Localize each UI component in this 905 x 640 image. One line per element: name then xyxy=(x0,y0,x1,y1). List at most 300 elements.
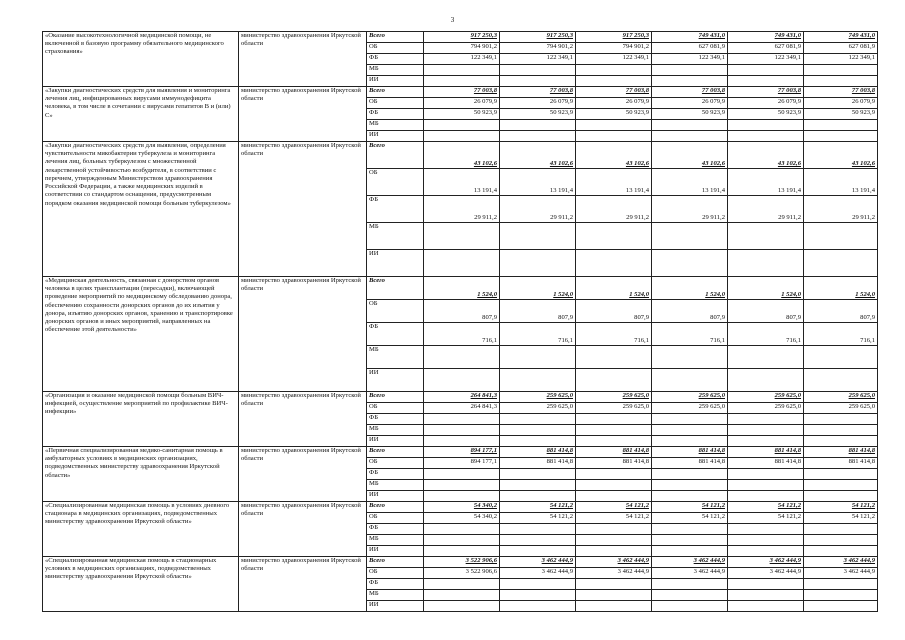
value-cell: 917 250,3 xyxy=(500,32,576,43)
value-cell: 1 524,0 xyxy=(576,277,652,300)
value-cell xyxy=(652,436,728,447)
value-cell: 3 462 444,9 xyxy=(728,568,804,579)
value-cell: 1 524,0 xyxy=(424,277,500,300)
value-cell xyxy=(576,601,652,612)
value-cell: 807,9 xyxy=(576,300,652,323)
value-cell: 54 121,2 xyxy=(652,502,728,513)
value-cell: 29 911,2 xyxy=(804,196,878,223)
value-cell: 77 003,8 xyxy=(652,87,728,98)
value-cell: 26 079,9 xyxy=(576,98,652,109)
value-cell: 43 102,6 xyxy=(576,142,652,169)
value-cell xyxy=(728,65,804,76)
value-cell xyxy=(500,76,576,87)
value-cell xyxy=(652,535,728,546)
value-cell: 807,9 xyxy=(728,300,804,323)
value-cell: 259 625,0 xyxy=(804,392,878,403)
value-cell: 259 625,0 xyxy=(500,392,576,403)
value-cell: 13 191,4 xyxy=(652,169,728,196)
value-cell xyxy=(728,491,804,502)
value-cell: 54 340,2 xyxy=(424,502,500,513)
value-cell xyxy=(804,346,878,369)
funding-source-cell: ИИ xyxy=(367,601,424,612)
executor-cell: министерство здравоохранения Иркутской области xyxy=(239,277,367,392)
value-cell: 3 522 906,6 xyxy=(424,557,500,568)
value-cell xyxy=(804,590,878,601)
funding-source-cell: ФБ xyxy=(367,579,424,590)
value-cell xyxy=(804,369,878,392)
value-cell: 50 923,9 xyxy=(728,109,804,120)
value-cell xyxy=(576,524,652,535)
value-cell xyxy=(804,524,878,535)
value-cell xyxy=(576,369,652,392)
value-cell xyxy=(576,65,652,76)
funding-source-cell: ИИ xyxy=(367,546,424,557)
funding-source-cell: МБ xyxy=(367,120,424,131)
value-cell: 807,9 xyxy=(500,300,576,323)
value-cell xyxy=(500,546,576,557)
value-cell: 627 081,9 xyxy=(728,43,804,54)
value-cell xyxy=(728,346,804,369)
value-cell xyxy=(424,535,500,546)
funding-source-cell: ИИ xyxy=(367,250,424,277)
value-cell: 29 911,2 xyxy=(424,196,500,223)
value-cell xyxy=(424,76,500,87)
table-body xyxy=(43,32,878,612)
value-cell: 1 524,0 xyxy=(728,277,804,300)
value-cell xyxy=(500,369,576,392)
funding-source-cell: МБ xyxy=(367,480,424,491)
executor-cell: министерство здравоохранения Иркутской области xyxy=(239,557,367,612)
value-cell: 77 003,8 xyxy=(424,87,500,98)
value-cell: 50 923,9 xyxy=(576,109,652,120)
value-cell: 749 431,0 xyxy=(728,32,804,43)
value-cell xyxy=(804,535,878,546)
funding-source-cell: ОБ xyxy=(367,513,424,524)
value-cell xyxy=(728,590,804,601)
value-cell: 54 121,2 xyxy=(500,513,576,524)
value-cell xyxy=(576,346,652,369)
value-cell xyxy=(804,120,878,131)
value-cell: 917 250,3 xyxy=(424,32,500,43)
value-cell: 3 462 444,9 xyxy=(500,557,576,568)
value-cell: 77 003,8 xyxy=(576,87,652,98)
value-cell xyxy=(652,579,728,590)
value-cell: 894 177,1 xyxy=(424,447,500,458)
value-cell xyxy=(500,414,576,425)
value-cell: 627 081,9 xyxy=(804,43,878,54)
value-cell xyxy=(500,346,576,369)
value-cell: 3 462 444,9 xyxy=(652,557,728,568)
value-cell: 807,9 xyxy=(424,300,500,323)
value-cell: 716,1 xyxy=(424,323,500,346)
value-cell xyxy=(728,425,804,436)
event-name-cell: «Закупки диагностических средств для выявления, определения чувствительности микобактерии туберкулеза и мониторинга лечения лиц, больных туберкулезом с множественной лекарственной устойчивостью возбудителя, в соответствии с перечнем, утвержденным Министерством здравоохранения Российской Федерации, а также медицинских изделий в соответствии со стандартом оснащения, предусмотренным порядком оказания медицинской помощи больным туберкулезом» xyxy=(43,142,239,277)
value-cell: 122 349,1 xyxy=(728,54,804,65)
value-cell: 3 462 444,9 xyxy=(804,568,878,579)
value-cell: 43 102,6 xyxy=(500,142,576,169)
value-cell xyxy=(500,524,576,535)
value-cell: 259 625,0 xyxy=(804,403,878,414)
value-cell xyxy=(728,579,804,590)
value-cell xyxy=(424,590,500,601)
value-cell xyxy=(500,535,576,546)
value-cell: 3 462 444,9 xyxy=(576,557,652,568)
funding-source-cell: ОБ xyxy=(367,568,424,579)
funding-source-cell: ФБ xyxy=(367,54,424,65)
value-cell xyxy=(652,425,728,436)
value-cell xyxy=(500,491,576,502)
funding-source-cell: МБ xyxy=(367,346,424,369)
value-cell: 716,1 xyxy=(804,323,878,346)
event-name-cell: «Специализированная медицинская помощь в условиях дневного стационара в медицинских организациях, подведомственных министерству здравоохранения Иркутской области» xyxy=(43,502,239,557)
value-cell xyxy=(804,223,878,250)
value-cell xyxy=(728,546,804,557)
value-cell xyxy=(500,469,576,480)
value-cell xyxy=(500,590,576,601)
value-cell: 29 911,2 xyxy=(500,196,576,223)
value-cell xyxy=(576,76,652,87)
executor-cell: министерство здравоохранения Иркутской области xyxy=(239,392,367,447)
value-cell: 259 625,0 xyxy=(500,403,576,414)
value-cell: 716,1 xyxy=(652,323,728,346)
value-cell: 259 625,0 xyxy=(652,403,728,414)
funding-source-cell: ИИ xyxy=(367,131,424,142)
value-cell xyxy=(424,601,500,612)
value-cell: 716,1 xyxy=(576,323,652,346)
value-cell xyxy=(804,480,878,491)
value-cell: 50 923,9 xyxy=(424,109,500,120)
value-cell: 13 191,4 xyxy=(424,169,500,196)
value-cell: 881 414,8 xyxy=(500,458,576,469)
value-cell: 26 079,9 xyxy=(804,98,878,109)
value-cell xyxy=(576,120,652,131)
value-cell xyxy=(804,491,878,502)
funding-source-cell: ОБ xyxy=(367,403,424,414)
funding-source-cell: МБ xyxy=(367,425,424,436)
value-cell: 881 414,8 xyxy=(576,458,652,469)
value-cell: 881 414,8 xyxy=(576,447,652,458)
value-cell xyxy=(424,524,500,535)
value-cell xyxy=(652,590,728,601)
value-cell: 77 003,8 xyxy=(500,87,576,98)
value-cell xyxy=(652,524,728,535)
funding-source-cell: Всего xyxy=(367,392,424,403)
value-cell xyxy=(652,76,728,87)
value-cell xyxy=(804,579,878,590)
value-cell xyxy=(652,601,728,612)
value-cell xyxy=(500,250,576,277)
value-cell xyxy=(576,579,652,590)
funding-source-cell: ОБ xyxy=(367,43,424,54)
value-cell xyxy=(424,469,500,480)
event-name-cell: «Медицинская деятельность, связанная с донорством органов человека в целях трансплантации (пересадки), включающей проведение мероприятий по медицинскому обследованию донора, обеспечению сохранности донорских органов до их изъятия у донора, изъятию донорских органов, хранению и транспортировке донорских органов и иных мероприятий, направленных на обеспечение этой деятельности» xyxy=(43,277,239,392)
value-cell: 50 923,9 xyxy=(500,109,576,120)
value-cell xyxy=(500,579,576,590)
value-cell: 43 102,6 xyxy=(728,142,804,169)
value-cell: 894 177,1 xyxy=(424,458,500,469)
value-cell xyxy=(804,414,878,425)
value-cell xyxy=(652,346,728,369)
value-cell: 3 522 906,6 xyxy=(424,568,500,579)
value-cell xyxy=(728,414,804,425)
value-cell xyxy=(652,414,728,425)
value-cell xyxy=(804,469,878,480)
value-cell xyxy=(576,535,652,546)
value-cell: 26 079,9 xyxy=(728,98,804,109)
value-cell: 881 414,8 xyxy=(804,447,878,458)
table-row xyxy=(43,447,878,458)
value-cell xyxy=(652,250,728,277)
value-cell xyxy=(652,120,728,131)
value-cell xyxy=(424,120,500,131)
value-cell xyxy=(576,480,652,491)
value-cell: 43 102,6 xyxy=(804,142,878,169)
value-cell: 807,9 xyxy=(652,300,728,323)
value-cell xyxy=(576,250,652,277)
value-cell xyxy=(652,131,728,142)
value-cell: 881 414,8 xyxy=(804,458,878,469)
value-cell xyxy=(728,524,804,535)
value-cell xyxy=(424,131,500,142)
event-name-cell: «Организация и оказание медицинской помощи больным ВИЧ-инфекцией, осуществление мероприятий по профилактике ВИЧ-инфекции» xyxy=(43,392,239,447)
value-cell xyxy=(728,120,804,131)
value-cell xyxy=(500,65,576,76)
funding-source-cell: МБ xyxy=(367,590,424,601)
value-cell xyxy=(576,590,652,601)
value-cell xyxy=(576,469,652,480)
table-row xyxy=(43,502,878,513)
table-row xyxy=(43,87,878,98)
value-cell: 1 524,0 xyxy=(804,277,878,300)
value-cell: 54 121,2 xyxy=(728,513,804,524)
funding-source-cell: ИИ xyxy=(367,76,424,87)
funding-source-cell: Всего xyxy=(367,87,424,98)
value-cell: 29 911,2 xyxy=(576,196,652,223)
value-cell: 13 191,4 xyxy=(728,169,804,196)
funding-source-cell: ИИ xyxy=(367,436,424,447)
value-cell: 122 349,1 xyxy=(652,54,728,65)
value-cell xyxy=(500,601,576,612)
value-cell: 807,9 xyxy=(804,300,878,323)
value-cell xyxy=(500,436,576,447)
funding-source-cell: ФБ xyxy=(367,196,424,223)
value-cell: 749 431,0 xyxy=(804,32,878,43)
funding-source-cell: ОБ xyxy=(367,458,424,469)
value-cell: 3 462 444,9 xyxy=(804,557,878,568)
value-cell: 259 625,0 xyxy=(652,392,728,403)
value-cell xyxy=(576,425,652,436)
value-cell xyxy=(424,425,500,436)
funding-source-cell: Всего xyxy=(367,277,424,300)
funding-source-cell: Всего xyxy=(367,557,424,568)
funding-source-cell: ФБ xyxy=(367,524,424,535)
value-cell: 627 081,9 xyxy=(652,43,728,54)
event-name-cell: «Первичная специализированная медико-санитарная помощь в амбулаторных условиях в медицинских организациях, подведомственных министерству здравоохранения Иркутской области» xyxy=(43,447,239,502)
value-cell: 26 079,9 xyxy=(500,98,576,109)
value-cell: 54 121,2 xyxy=(576,502,652,513)
value-cell: 1 524,0 xyxy=(652,277,728,300)
value-cell xyxy=(728,250,804,277)
value-cell: 54 121,2 xyxy=(804,502,878,513)
value-cell: 54 121,2 xyxy=(728,502,804,513)
executor-cell: министерство здравоохранения Иркутской области xyxy=(239,502,367,557)
value-cell: 26 079,9 xyxy=(652,98,728,109)
value-cell: 716,1 xyxy=(728,323,804,346)
table-row xyxy=(43,32,878,43)
value-cell: 259 625,0 xyxy=(576,403,652,414)
executor-cell: министерство здравоохранения Иркутской области xyxy=(239,142,367,277)
value-cell: 259 625,0 xyxy=(576,392,652,403)
funding-source-cell: ФБ xyxy=(367,109,424,120)
value-cell xyxy=(576,436,652,447)
value-cell xyxy=(652,223,728,250)
value-cell xyxy=(728,535,804,546)
value-cell xyxy=(804,546,878,557)
funding-source-cell: ФБ xyxy=(367,469,424,480)
funding-source-cell: ИИ xyxy=(367,369,424,392)
value-cell: 122 349,1 xyxy=(424,54,500,65)
value-cell xyxy=(728,436,804,447)
funding-source-cell: ОБ xyxy=(367,98,424,109)
value-cell: 54 121,2 xyxy=(576,513,652,524)
funding-source-cell: ОБ xyxy=(367,169,424,196)
value-cell: 259 625,0 xyxy=(728,392,804,403)
value-cell: 881 414,8 xyxy=(728,458,804,469)
value-cell xyxy=(652,480,728,491)
value-cell xyxy=(576,223,652,250)
funding-source-cell: МБ xyxy=(367,65,424,76)
value-cell xyxy=(576,414,652,425)
value-cell xyxy=(424,546,500,557)
value-cell: 43 102,6 xyxy=(424,142,500,169)
page-number: 3 xyxy=(450,16,455,24)
value-cell: 881 414,8 xyxy=(728,447,804,458)
executor-cell: министерство здравоохранения Иркутской области xyxy=(239,447,367,502)
value-cell: 749 431,0 xyxy=(652,32,728,43)
value-cell xyxy=(728,480,804,491)
value-cell: 881 414,8 xyxy=(500,447,576,458)
value-cell xyxy=(652,546,728,557)
value-cell xyxy=(804,65,878,76)
funding-source-cell: Всего xyxy=(367,502,424,513)
value-cell: 54 340,2 xyxy=(424,513,500,524)
value-cell: 122 349,1 xyxy=(576,54,652,65)
value-cell xyxy=(652,469,728,480)
table-row xyxy=(43,392,878,403)
value-cell: 43 102,6 xyxy=(652,142,728,169)
funding-source-cell: ФБ xyxy=(367,414,424,425)
value-cell xyxy=(424,65,500,76)
value-cell xyxy=(576,131,652,142)
value-cell: 50 923,9 xyxy=(652,109,728,120)
value-cell xyxy=(424,579,500,590)
value-cell xyxy=(728,601,804,612)
event-name-cell: «Оказание высокотехнологичной медицинской помощи, не включенной в базовую программу обязательного медицинского страхования» xyxy=(43,32,239,87)
value-cell xyxy=(500,120,576,131)
value-cell xyxy=(424,346,500,369)
value-cell xyxy=(804,250,878,277)
value-cell xyxy=(728,369,804,392)
value-cell: 29 911,2 xyxy=(652,196,728,223)
funding-source-cell: ФБ xyxy=(367,323,424,346)
value-cell xyxy=(804,436,878,447)
funding-source-cell: Всего xyxy=(367,447,424,458)
value-cell: 3 462 444,9 xyxy=(500,568,576,579)
value-cell xyxy=(424,414,500,425)
value-cell: 917 250,3 xyxy=(576,32,652,43)
value-cell: 26 079,9 xyxy=(424,98,500,109)
value-cell xyxy=(652,491,728,502)
value-cell xyxy=(652,369,728,392)
value-cell xyxy=(728,223,804,250)
value-cell xyxy=(500,480,576,491)
value-cell xyxy=(424,480,500,491)
value-cell xyxy=(728,76,804,87)
value-cell xyxy=(804,76,878,87)
value-cell: 881 414,8 xyxy=(652,458,728,469)
value-cell: 13 191,4 xyxy=(500,169,576,196)
value-cell: 794 901,2 xyxy=(500,43,576,54)
value-cell xyxy=(804,425,878,436)
value-cell xyxy=(500,131,576,142)
value-cell: 794 901,2 xyxy=(576,43,652,54)
table-row xyxy=(43,557,878,568)
value-cell xyxy=(804,601,878,612)
value-cell xyxy=(804,131,878,142)
value-cell xyxy=(728,469,804,480)
value-cell xyxy=(424,436,500,447)
value-cell: 794 901,2 xyxy=(424,43,500,54)
value-cell: 13 191,4 xyxy=(804,169,878,196)
value-cell: 1 524,0 xyxy=(500,277,576,300)
value-cell: 716,1 xyxy=(500,323,576,346)
value-cell: 77 003,8 xyxy=(804,87,878,98)
value-cell xyxy=(576,491,652,502)
event-name-cell: «Закупки диагностических средств для выявления и мониторинга лечения лиц, инфицированных вирусами иммунодефицита человека, в том числе в сочетании с вирусами гепатитов В и (или) С» xyxy=(43,87,239,142)
value-cell: 881 414,8 xyxy=(652,447,728,458)
value-cell: 264 841,3 xyxy=(424,392,500,403)
value-cell: 3 462 444,9 xyxy=(576,568,652,579)
funding-source-cell: Всего xyxy=(367,142,424,169)
value-cell: 29 911,2 xyxy=(728,196,804,223)
value-cell: 50 923,9 xyxy=(804,109,878,120)
value-cell: 54 121,2 xyxy=(804,513,878,524)
value-cell: 264 841,3 xyxy=(424,403,500,414)
value-cell: 3 462 444,9 xyxy=(728,557,804,568)
value-cell: 13 191,4 xyxy=(576,169,652,196)
value-cell: 122 349,1 xyxy=(804,54,878,65)
table-row xyxy=(43,277,878,300)
value-cell xyxy=(652,65,728,76)
value-cell xyxy=(424,369,500,392)
value-cell: 3 462 444,9 xyxy=(652,568,728,579)
value-cell xyxy=(500,223,576,250)
value-cell xyxy=(424,250,500,277)
value-cell: 77 003,8 xyxy=(728,87,804,98)
value-cell: 259 625,0 xyxy=(728,403,804,414)
value-cell xyxy=(424,223,500,250)
funding-source-cell: МБ xyxy=(367,535,424,546)
funding-source-cell: ИИ xyxy=(367,491,424,502)
executor-cell: министерство здравоохранения Иркутской области xyxy=(239,32,367,87)
value-cell xyxy=(500,425,576,436)
value-cell xyxy=(728,131,804,142)
executor-cell: министерство здравоохранения Иркутской области xyxy=(239,87,367,142)
budget-table xyxy=(42,31,878,612)
funding-source-cell: ОБ xyxy=(367,300,424,323)
funding-source-cell: Всего xyxy=(367,32,424,43)
event-name-cell: «Специализированная медицинская помощь в стационарных условиях в медицинских организациях, подведомственных министерству здравоохранения Иркутской области» xyxy=(43,557,239,612)
